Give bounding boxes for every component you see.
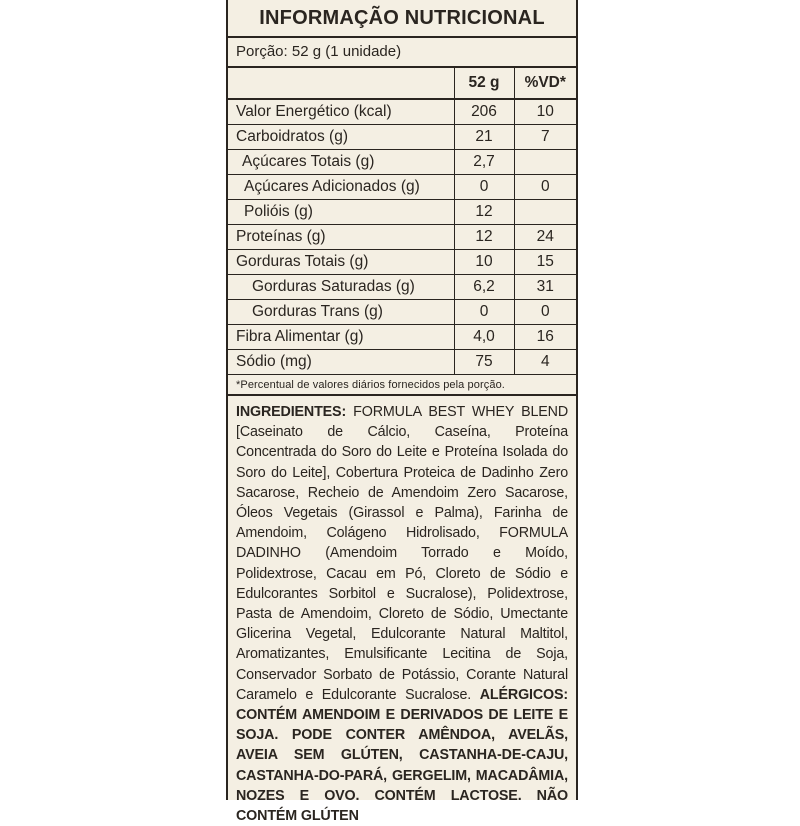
row-amount: 6,2 [454,275,514,300]
row-label: Fibra Alimentar (g) [228,325,454,350]
row-label: Açúcares Adicionados (g) [228,175,454,200]
row-amount: 21 [454,125,514,150]
table-header-row [228,68,576,99]
table-row [228,250,576,275]
table-row [228,200,576,225]
row-amount: 206 [454,99,514,125]
header-daily-value: %VD* [514,68,576,99]
table-row [228,300,576,325]
allergens-text: CONTÉM AMENDOIM E DERIVADOS DE LEITE E SOJA. PODE CONTER AMÊNDOA, AVELÃS, AVEIA SEM GLÚTEN, CASTANHA-DE-CAJU, CASTANHA-DO-PARÁ, GERGELIM, MACADÂMIA, NOZES E OVO. CONTÉM LACTOSE. NÃO CONTÉM GLÚTEN [236,707,568,825]
row-amount: 0 [454,300,514,325]
row-daily-value: 10 [514,99,576,125]
table-row [228,150,576,175]
header-blank-cell [228,68,454,99]
row-daily-value [514,150,576,175]
ingredients-text: FORMULA BEST WHEY BLEND [Caseinato de Cálcio, Caseína, Proteína Concentrada do Soro do Leite e Proteína Isolada do Soro do Leite], Cobertura Proteica de Dadinho Zero Sacarose, Recheio de Amendoim Zero Sacarose, Óleos Vegetais (Girassol e Palma), Farinha de Amendoim, Colágeno Hidrolisado, FORMULA DADINHO (Amendoim Torrado e Moído, Polidextrose, Cacau em Pó, Cloreto de Sódio e Edulcorantes Sorbitol e Sucralose), Polidextrose, Pasta de Amendoim, Cloreto de Sódio, Umectante Glicerina Vegetal, Edulcorante Natural Maltitol, Aromatizantes, Emulsificante Lecitina de Soja, Conservador Sorbato de Potássio, Corante Natural Caramelo e Edulcorante Sucralose. [236,404,568,703]
row-daily-value: 31 [514,275,576,300]
table-row [228,99,576,125]
table-row [228,175,576,200]
row-amount: 12 [454,225,514,250]
row-daily-value: 7 [514,125,576,150]
row-label: Proteínas (g) [228,225,454,250]
row-amount: 75 [454,350,514,375]
header-amount: 52 g [454,68,514,99]
row-daily-value: 24 [514,225,576,250]
table-row [228,225,576,250]
table-row [228,325,576,350]
ingredients-block [228,396,576,826]
row-daily-value: 0 [514,300,576,325]
row-label: Sódio (mg) [228,350,454,375]
portion-size: Porção: 52 g (1 unidade) [228,38,576,68]
row-daily-value: 16 [514,325,576,350]
row-daily-value: 15 [514,250,576,275]
row-daily-value [514,200,576,225]
nutrition-table [228,68,576,374]
row-amount: 10 [454,250,514,275]
row-daily-value: 4 [514,350,576,375]
daily-value-footnote: *Percentual de valores diários fornecidos pela porção. [228,374,576,396]
row-label: Polióis (g) [228,200,454,225]
row-amount: 12 [454,200,514,225]
row-daily-value: 0 [514,175,576,200]
row-label: Gorduras Saturadas (g) [228,275,454,300]
row-label: Açúcares Totais (g) [228,150,454,175]
nutrition-label [226,0,578,825]
row-label: Gorduras Trans (g) [228,300,454,325]
row-amount: 4,0 [454,325,514,350]
ingredients-heading: INGREDIENTES: [236,404,347,420]
table-row [228,350,576,375]
row-label: Valor Energético (kcal) [236,103,392,120]
row-label: Carboidratos (g) [228,125,454,150]
row-label: Gorduras Totais (g) [228,250,454,275]
row-amount: 2,7 [454,150,514,175]
label-title: INFORMAÇÃO NUTRICIONAL [228,0,576,38]
table-row [228,125,576,150]
table-row [228,275,576,300]
allergens-heading: ALÉRGICOS: [479,686,569,703]
row-amount: 0 [454,175,514,200]
